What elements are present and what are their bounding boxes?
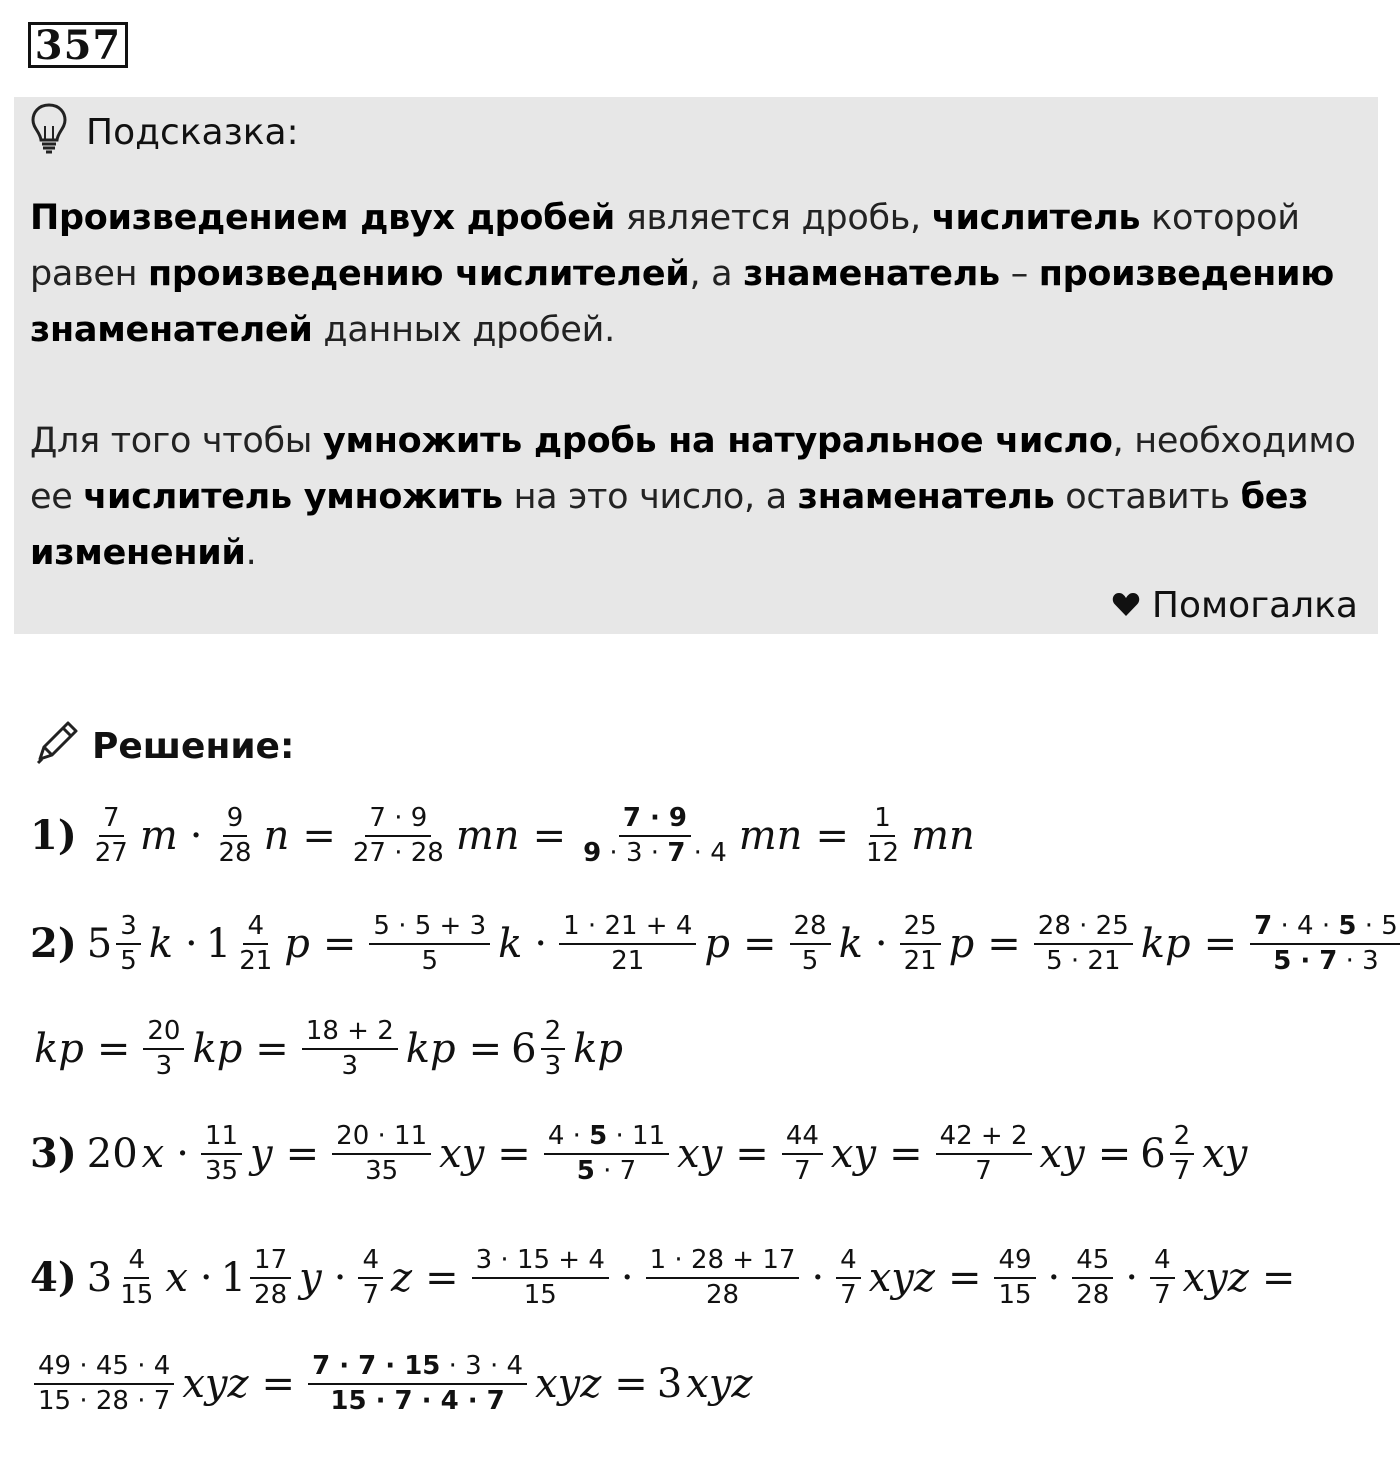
numerator: 49: [994, 1244, 1035, 1279]
item-label: 4): [30, 1254, 77, 1301]
variable: z: [391, 1254, 413, 1301]
numerator: 7 · 9: [365, 802, 431, 837]
variable: n: [263, 812, 290, 859]
numerator: 49 · 45 · 4: [34, 1350, 174, 1385]
solution-title: Решение:: [92, 725, 295, 767]
solution-line-4-cont: [30, 1350, 757, 1417]
variable: k: [838, 920, 863, 967]
solution-header: [32, 718, 294, 774]
equals-sign: =: [614, 1360, 648, 1407]
variable: x: [165, 1254, 188, 1301]
item-label: 1): [30, 812, 77, 859]
fraction: [332, 1120, 431, 1187]
equals-sign: =: [947, 1254, 982, 1301]
denominator: 35: [204, 1155, 239, 1186]
numerator: 7 · 9: [619, 802, 691, 837]
hint-text-run: является дробь,: [614, 198, 932, 238]
numerator: 11: [201, 1120, 242, 1155]
equals-sign: =: [425, 1254, 459, 1301]
fraction: [836, 1244, 861, 1311]
denominator: 7: [1173, 1155, 1191, 1186]
hint-text-run: оставить: [1054, 477, 1241, 517]
equals-sign: =: [497, 1130, 531, 1177]
variable: kp: [573, 1025, 623, 1072]
equals-sign: =: [322, 920, 357, 967]
equals-sign: =: [285, 1130, 320, 1177]
fraction: [579, 802, 731, 869]
denominator: 15: [998, 1279, 1032, 1310]
hint-text-run: Произведением двух дробей: [30, 198, 615, 238]
variable: xy: [1202, 1130, 1248, 1177]
numerator: 4: [1150, 1244, 1175, 1279]
variable: p: [284, 920, 310, 967]
fraction: [646, 1244, 800, 1311]
number: 5: [86, 920, 113, 967]
denominator: 5: [120, 945, 137, 976]
solution-line-2: [30, 910, 1400, 977]
multiply-sign: ·: [534, 920, 548, 967]
fraction: [1150, 1244, 1175, 1311]
pencil-icon: [32, 717, 82, 776]
fraction: [308, 1350, 527, 1417]
denominator: 21: [903, 945, 937, 976]
fraction: [900, 910, 941, 977]
denominator: 9 · 3 · 7 · 4: [583, 837, 727, 868]
equals-sign: =: [261, 1360, 296, 1407]
denominator: 21: [611, 945, 645, 976]
variable: xyz: [182, 1360, 249, 1407]
fraction: [34, 1350, 174, 1417]
fraction: [215, 802, 256, 869]
variable: kp: [34, 1025, 84, 1072]
denominator: 5 · 21: [1046, 945, 1121, 976]
multiply-sign: ·: [199, 1254, 213, 1301]
hint-text-run: данных дробей.: [312, 310, 615, 350]
hint-text-run: .: [245, 533, 257, 573]
variable: xy: [830, 1130, 877, 1177]
hint-text-run: числитель: [931, 198, 1141, 238]
variable: kp: [192, 1025, 243, 1072]
fraction: [302, 1015, 398, 1082]
hint-text-run: , необходимо ее: [30, 421, 1356, 517]
denominator: 28: [705, 1279, 740, 1310]
variable: mn: [911, 812, 975, 859]
equals-sign: =: [1203, 920, 1238, 967]
number: 6: [1140, 1130, 1166, 1177]
equals-sign: =: [735, 1130, 769, 1177]
denominator: 3: [544, 1050, 562, 1081]
variable: kp: [405, 1025, 456, 1072]
multiply-sign: ·: [811, 1254, 825, 1301]
numerator: 4: [358, 1244, 383, 1279]
fraction: [91, 802, 132, 869]
numerator: 42 + 2: [936, 1120, 1032, 1155]
equals-sign: =: [96, 1025, 131, 1072]
fraction: [349, 802, 448, 869]
numerator: 20: [143, 1015, 184, 1050]
numerator: 18 + 2: [302, 1015, 398, 1050]
solution-line-3: [30, 1120, 1251, 1187]
multiply-sign: ·: [185, 920, 198, 967]
variable: xyz: [868, 1254, 935, 1301]
number: 20: [86, 1130, 138, 1177]
multiply-sign: ·: [189, 812, 203, 859]
hint-text-run: знаменатель: [743, 254, 1000, 294]
denominator: 5 · 7 · 3: [1273, 945, 1379, 976]
fraction: [201, 1120, 242, 1187]
numerator: 4 · 5 · 11: [544, 1120, 669, 1155]
numerator: 1: [870, 802, 895, 837]
heart-icon: [1112, 585, 1140, 626]
denominator: 7: [975, 1155, 992, 1186]
numerator: 7: [99, 802, 124, 837]
multiply-sign: ·: [874, 920, 888, 967]
denominator: 28: [218, 837, 252, 868]
fraction: [358, 1244, 383, 1311]
fraction: [862, 802, 903, 869]
fraction: [782, 1120, 823, 1187]
solution-line-4: [30, 1244, 1304, 1311]
equals-sign: =: [743, 920, 777, 967]
numerator: 4: [836, 1244, 861, 1279]
variable: xy: [439, 1130, 485, 1177]
hint-text-run: на это число, а: [502, 477, 798, 517]
numerator: 4: [243, 910, 268, 945]
number: 1: [205, 920, 232, 967]
numerator: 17: [250, 1244, 291, 1279]
numerator: 2: [541, 1015, 566, 1050]
fraction: [143, 1015, 184, 1082]
denominator: 7: [794, 1155, 811, 1186]
denominator: 27 · 28: [352, 837, 444, 868]
fraction: [994, 1244, 1035, 1311]
fraction: [790, 910, 831, 977]
equals-sign: =: [889, 1130, 923, 1177]
numerator: 28 · 25: [1034, 910, 1133, 945]
numerator: 44: [782, 1120, 823, 1155]
denominator: 5: [421, 945, 439, 976]
hint-text-run: –: [999, 254, 1039, 294]
lightbulb-icon: [30, 102, 68, 163]
denominator: 7: [840, 1279, 857, 1310]
solution-line-1: [30, 802, 979, 869]
multiply-sign: ·: [333, 1254, 347, 1301]
variable: xyz: [686, 1360, 753, 1407]
fraction: [1250, 910, 1400, 977]
numerator: 20 · 11: [332, 1120, 431, 1155]
variable: m: [139, 812, 178, 859]
denominator: 35: [365, 1155, 399, 1186]
variable: xy: [677, 1130, 723, 1177]
denominator: 7: [1154, 1279, 1171, 1310]
variable: y: [299, 1254, 322, 1301]
equals-sign: =: [1097, 1130, 1132, 1177]
numerator: 25: [900, 910, 941, 945]
numerator: 3: [116, 910, 141, 945]
variable: mn: [455, 812, 520, 859]
item-label: 2): [30, 920, 77, 967]
hint-text-run: Для того чтобы: [30, 421, 323, 461]
denominator: 27: [94, 837, 128, 868]
denominator: 15: [523, 1279, 557, 1310]
fraction: [116, 910, 141, 977]
hint-text-run: умножить дробь на натуральное число: [322, 421, 1113, 461]
multiply-sign: ·: [176, 1130, 189, 1177]
denominator: 7: [362, 1279, 380, 1310]
denominator: 3: [341, 1050, 359, 1081]
denominator: 5: [801, 945, 819, 976]
fraction: [235, 910, 276, 977]
variable: p: [948, 920, 975, 967]
equals-sign: =: [468, 1025, 503, 1072]
variable: xy: [1039, 1130, 1085, 1177]
fraction: [116, 1244, 157, 1311]
numerator: 5 · 5 + 3: [369, 910, 490, 945]
numerator: 1 · 28 + 17: [646, 1244, 800, 1279]
multiply-sign: ·: [1125, 1254, 1139, 1301]
fraction: [1170, 1120, 1195, 1187]
variable: mn: [738, 812, 803, 859]
equals-sign: =: [532, 812, 567, 859]
equals-sign: =: [987, 920, 1021, 967]
variable: x: [141, 1130, 165, 1177]
problem-number: 357: [28, 22, 128, 68]
hint-title: Подсказка:: [86, 111, 299, 153]
denominator: 21: [239, 945, 273, 976]
number: 3: [656, 1360, 683, 1407]
denominator: 12: [865, 837, 900, 868]
item-label: 3): [30, 1130, 77, 1177]
hint-paragraph-1: [30, 190, 1360, 358]
fraction: [541, 1015, 566, 1082]
solution-line-2-cont: [30, 1015, 627, 1082]
hint-text-run: без изменений: [30, 477, 1309, 573]
numerator: 3 · 15 + 4: [472, 1244, 609, 1279]
variable: p: [704, 920, 730, 967]
numerator: 45: [1072, 1244, 1113, 1279]
numerator: 7 · 4 · 5 · 5: [1250, 910, 1400, 945]
equals-sign: =: [302, 812, 336, 859]
denominator: 28: [254, 1279, 288, 1310]
variable: kp: [1140, 920, 1191, 967]
equals-sign: =: [255, 1025, 289, 1072]
variable: k: [148, 920, 174, 967]
hint-text-run: числитель умножить: [83, 477, 503, 517]
hint-text-run: произведению знаменателей: [30, 254, 1334, 350]
hint-text-run: произведению числителей: [148, 254, 690, 294]
signature: [1112, 585, 1358, 626]
numerator: 4: [124, 1244, 149, 1279]
denominator: 3: [155, 1050, 173, 1081]
hint-paragraph-2: [30, 413, 1360, 581]
hint-text-run: знаменатель: [797, 477, 1055, 517]
number: 3: [86, 1254, 113, 1301]
multiply-sign: ·: [620, 1254, 634, 1301]
multiply-sign: ·: [1047, 1254, 1061, 1301]
denominator: 28: [1076, 1279, 1110, 1310]
fraction: [559, 910, 696, 977]
denominator: 5 · 7: [576, 1155, 637, 1186]
number: 6: [511, 1025, 537, 1072]
denominator: 15 · 7 · 4 · 7: [330, 1385, 505, 1416]
fraction: [936, 1120, 1032, 1187]
number: 1: [220, 1254, 247, 1301]
variable: xyz: [535, 1360, 602, 1407]
fraction: [369, 910, 490, 977]
variable: y: [250, 1130, 273, 1177]
numerator: 2: [1170, 1120, 1195, 1155]
fraction: [1034, 910, 1133, 977]
fraction: [1072, 1244, 1113, 1311]
denominator: 15 · 28 · 7: [38, 1385, 171, 1416]
variable: k: [498, 920, 523, 967]
numerator: 1 · 21 + 4: [559, 910, 696, 945]
numerator: 7 · 7 · 15 · 3 · 4: [308, 1350, 527, 1385]
hint-text-run: которой равен: [30, 198, 1300, 294]
hint-text-run: , а: [689, 254, 744, 294]
fraction: [472, 1244, 609, 1311]
equals-sign: =: [815, 812, 849, 859]
denominator: 15: [120, 1279, 154, 1310]
variable: xyz: [1182, 1254, 1249, 1301]
signature-text: Помогалка: [1151, 585, 1358, 626]
numerator: 28: [790, 910, 831, 945]
fraction: [250, 1244, 291, 1311]
numerator: 9: [223, 802, 248, 837]
equals-sign: =: [1261, 1254, 1296, 1301]
fraction: [544, 1120, 669, 1187]
hint-header: [30, 106, 299, 158]
